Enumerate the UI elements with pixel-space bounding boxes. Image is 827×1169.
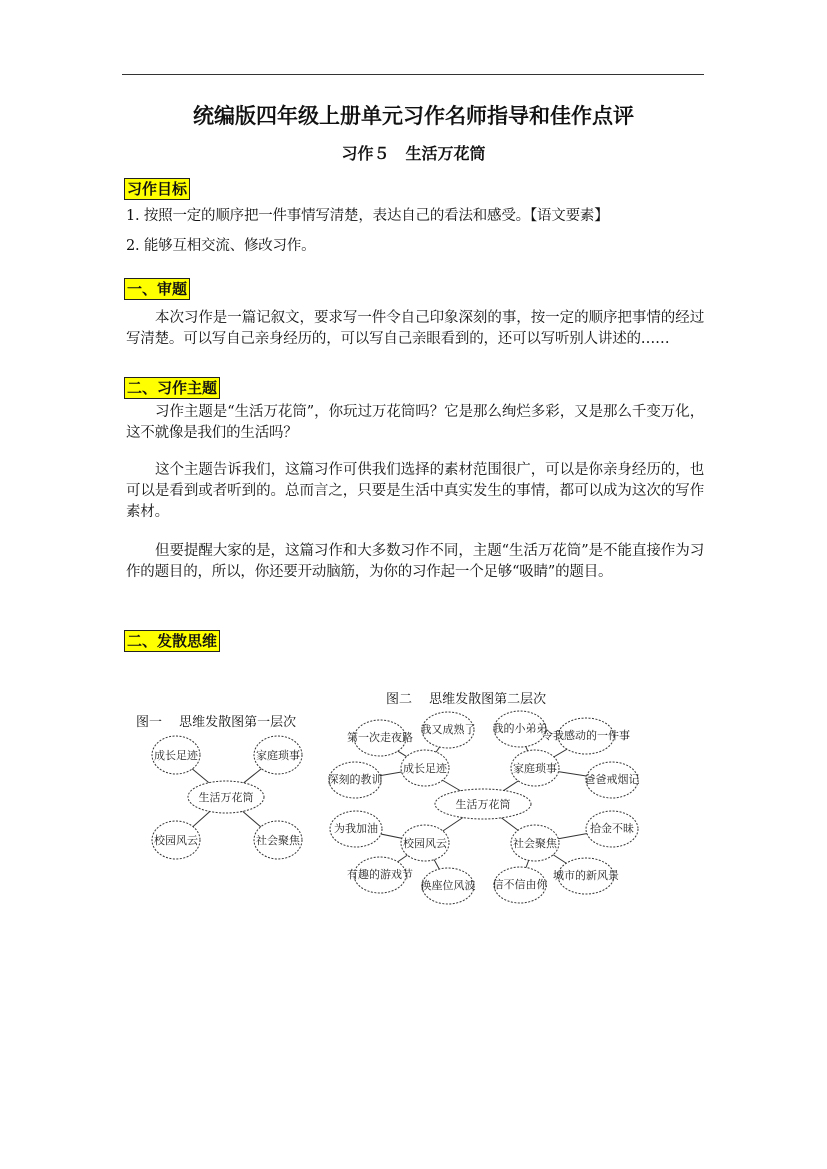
- figure2-leaf-label: 为我加油: [334, 822, 378, 835]
- section1-heading: 一、审题: [124, 278, 190, 300]
- document-subtitle: 习作５ 生活万花筒: [341, 144, 486, 163]
- figure2-leaf-label: 爸爸戒烟记: [584, 773, 640, 786]
- figure1-node-label: 成长足迹: [154, 749, 198, 762]
- figure1-center-label: 生活万花筒: [198, 791, 254, 804]
- figure2-leaf-label: 换座位风波: [420, 879, 476, 892]
- figure2-leaf-label: 我的小弟弟: [492, 722, 548, 735]
- goals-heading: 习作目标: [124, 178, 190, 200]
- figure2-leaf-label: 城市的新风景: [553, 869, 619, 882]
- figure2-hub-label: 社会聚焦: [513, 837, 557, 850]
- section2-paragraph-2: 这个主题告诉我们，这篇习作可供我们选择的素材范围很广，可以是你亲身经历的，也可以是看到或者听到的。总而言之，只要是生活中真实发生的事情，都可以成为这次的写作素材。: [126, 462, 704, 520]
- document-title: 统编版四年级上册单元习作名师指导和佳作点评: [193, 104, 634, 128]
- goal-item-1: 1. 按照一定的顺序把一件事情写清楚，表达自己的看法和感受。【语文要素】: [126, 208, 609, 224]
- figure2-leaf-label: 我又成熟了: [420, 723, 476, 736]
- figure2-center-label: 生活万花筒: [455, 798, 511, 811]
- figure2-hub-label: 家庭琐事: [513, 762, 557, 775]
- figure1-node-label: 家庭琐事: [256, 749, 300, 762]
- section2-heading: 二、习作主题: [124, 377, 220, 399]
- section1-paragraph: 本次习作是一篇记叙文，要求写一件令自己印象深刻的事，按一定的顺序把事情的经过写清楚。可以写自己亲身经历的，可以写自己亲眼看到的，还可以写听别人讲述的……: [126, 310, 704, 347]
- figure2-hub-label: 成长足迹: [403, 762, 447, 775]
- section3-heading: 二、发散思维: [124, 630, 220, 652]
- figure2-hub-label: 校园风云: [403, 837, 447, 850]
- section2-paragraph-3: 但要提醒大家的是，这篇习作和大多数习作不同，主题“生活万花筒”是不能直接作为习作的题目的，所以，你还要开动脑筋，为你的习作起一个足够“吸睛”的题目。: [126, 543, 704, 580]
- figure1-mindmap: [152, 736, 302, 859]
- figure2-leaf-label: 第一次走夜路: [347, 731, 413, 744]
- figure2-leaf-label: 拾金不昧: [590, 822, 634, 835]
- figure2-leaf-label: 深刻的教训: [327, 773, 383, 786]
- goal-item-2: 2. 能够互相交流、修改习作。: [126, 238, 316, 254]
- figure2-leaf-label: 信不信由你: [492, 878, 548, 891]
- figure2-mindmap: [328, 711, 640, 904]
- figure1-node-label: 校园风云: [154, 834, 198, 847]
- figure2-leaf-label: 有趣的游戏节: [347, 868, 413, 881]
- figure1-node-label: 社会聚焦: [256, 834, 300, 847]
- figure1-caption: 图一 思维发散图第一层次: [136, 715, 297, 730]
- figure2-leaf-label: 令我感动的一件事: [542, 729, 630, 742]
- section2-paragraph-1: 习作主题是“生活万花筒”，你玩过万花筒吗？它是那么绚烂多彩，又是那么千变万化，这不就像是我们的生活吗？: [126, 404, 704, 441]
- figure2-caption: 图二 思维发散图第二层次: [386, 692, 547, 707]
